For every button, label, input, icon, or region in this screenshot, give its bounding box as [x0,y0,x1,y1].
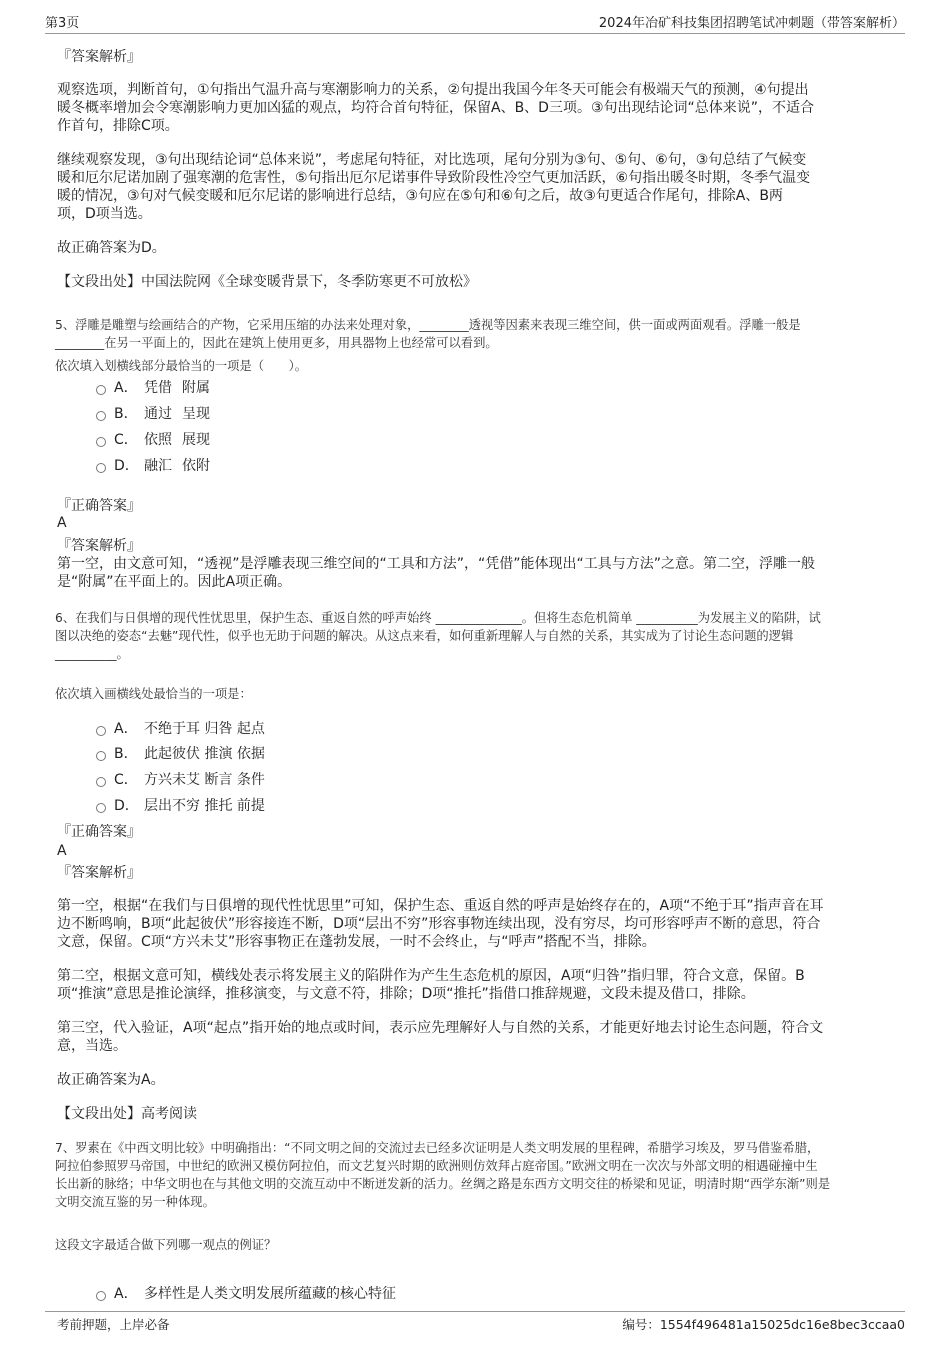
q4-analysis-p1: 观察选项，判断首句，①句指出气温升高与寒潮影响力的关系，②句提出我国今年冬天可能会有极端天气的预测，④句提出 暖冬概率增加会令寒潮影响力更加凶猛的观点，均符合首句特征，保留A、B、D三项。③句出现结论词“总体来说”，不适合 作首句，排除C项。 [57,82,815,134]
q5-correct-label: 『正确答案』 [57,498,141,514]
q6-answer-line: 故正确答案为A。 [57,1072,165,1088]
q7-stem: 7、罗素在《中西文明比较》中明确指出：“不同文明之间的交流过去已经多次证明是人类文明发展的里程碑，希腊学习埃及，罗马借鉴希腊， 阿拉伯参照罗马帝国，中世纪的欧洲又模仿阿拉伯，而文艺复兴时期的欧洲则仿效拜占庭帝国。”欧洲文明在一次次与外部文明的相遇碰撞中生 长出新的脉络；中华文明也在与其他文明的交流互动中不断迸发新的活力。丝绸之路是东西方文明交往的桥梁和见证，明清时期“西学东渐”则是 文明交流互鉴的另一种体现。 [55,1141,831,1209]
q5-analysis: 第一空，由文意可知，“透视”是浮雕表现三维空间的“工具和方法”，“凭借”能体现出“工具与方法”之意。第二空，浮雕一般 是“附属”在平面上的。因此A项正确。 [57,556,816,590]
q6-analysis-p1: 第一空，根据“在我们与日俱增的现代性忧思里”可知，保护生态、重返自然的呼声是始终存在的，A项“不绝于耳”指声音在耳 边不断鸣响，B项“此起彼伏”形容接连不断，D项“层出不穷”形容事物连续出现，没有穷尽，均可形容呼声不断的意思，符合 文意，保留。C项“方兴未艾”形容事物正在蓬勃发展，一时不会终止，与“呼声”搭配不当，排除。 [57,898,824,950]
q6-option-a[interactable]: A． 不绝于耳 归咎 起点 [96,718,265,738]
q6-prompt: 依次填入画横线处最恰当的一项是： [55,687,252,701]
q4-analysis-label: 『答案解析』 [57,49,141,65]
footer-slogan: 考前押题，上岸必备 [57,1317,170,1332]
q5-option-c[interactable]: C． 依照 展现 [96,429,220,449]
page-header [45,10,905,34]
q6-option-b[interactable]: B． 此起彼伏 推演 依据 [96,743,265,763]
q6-analysis-p3: 第三空，代入验证，A项“起点”指开始的地点或时间，表示应先理解好人与自然的关系，才能更好地去讨论生态问题，符合文 意，当选。 [57,1020,824,1054]
q6-answer: A [57,843,67,859]
radio-icon[interactable] [96,777,106,787]
q6-correct-label: 『正确答案』 [57,824,141,840]
q6-analysis-p2: 第二空，根据文意可知，横线处表示将发展主义的陷阱作为产生生态危机的原因，A项“归咎”指归罪，符合文意，保留。B 项“推演”意思是推论演绎，推移演变，与文意不符，排除；D项“推托”指借口推辞规避，文段未提及借口，排除。 [57,968,805,1002]
q7-prompt: 这段文字最适合做下列哪一观点的例证？ [55,1238,277,1252]
q7-option-a[interactable]: A． 多样性是人类文明发展所蕴藏的核心特征 [96,1283,396,1303]
q5-stem: 5、浮雕是雕塑与绘画结合的产物，它采用压缩的办法来处理对象，________透视等因素来表现三维空间，供一面或两面观看。浮雕一般是 ________在另一平面上的，因此在建筑上使用更多，用具器物上也经常可以看到。 [55,318,801,350]
q5-option-b[interactable]: B． 通过 呈现 [96,403,220,423]
q6-option-d[interactable]: D． 层出不穷 推托 前提 [96,795,265,815]
q6-stem: 6、在我们与日俱增的现代性忧思里，保护生态、重返自然的呼声始终 ______________。但将生态危机简单 __________为发展主义的陷阱，试 图以决绝的姿态“去魅”现代性，似乎也无助于问题的解决。从这点来看，如何重新理解人与自然的关系，其实成为了讨论生态问题的逻辑 __________。 [55,611,821,661]
q5-prompt: 依次填入划横线部分最恰当的一项是（ ）。 [55,359,308,373]
q6-source: 【文段出处】高考阅读 [57,1106,197,1122]
q4-source: 【文段出处】中国法院网《全球变暖背景下，冬季防寒更不可放松》 [57,274,477,290]
radio-icon[interactable] [96,437,106,447]
q5-option-d[interactable]: D． 融汇 依附 [96,455,220,475]
q5-answer: A [57,515,67,531]
q4-answer-line: 故正确答案为D。 [57,240,166,256]
q5-option-a[interactable]: A． 凭借 附属 [96,377,220,397]
radio-icon[interactable] [96,385,106,395]
q4-analysis-p2: 继续观察发现，③句出现结论词“总体来说”，考虑尾句特征，对比选项，尾句分别为③句、⑤句、⑥句，③句总结了气候变 暖和厄尔尼诺加剧了强寒潮的危害性，⑤句指出厄尔尼诺事件导致阶段性冷空气更加活跃，⑥句指出暖冬时期，冬季气温变 暖的情况，③句对气候变暖和厄尔尼诺的影响进行总结，③句应在⑤句和⑥句之后，故③句更适合作尾句，排除A、B两 项，D项当选。 [57,152,811,222]
document-title: 2024年冶矿科技集团招聘笔试冲刺题（带答案解析） [598,16,905,31]
radio-icon[interactable] [96,751,106,761]
radio-icon[interactable] [96,411,106,421]
radio-icon[interactable] [96,726,106,736]
radio-icon[interactable] [96,803,106,813]
page-footer [45,1311,905,1335]
radio-icon[interactable] [96,1291,106,1301]
document-id: 编号：1554f496481a15025dc16e8bec3ccaa0 [622,1317,905,1332]
q6-option-c[interactable]: C． 方兴未艾 断言 条件 [96,769,265,789]
page-number: 第3页 [45,16,80,31]
q5-analysis-label: 『答案解析』 [57,538,141,554]
radio-icon[interactable] [96,463,106,473]
q6-analysis-label: 『答案解析』 [57,865,141,881]
